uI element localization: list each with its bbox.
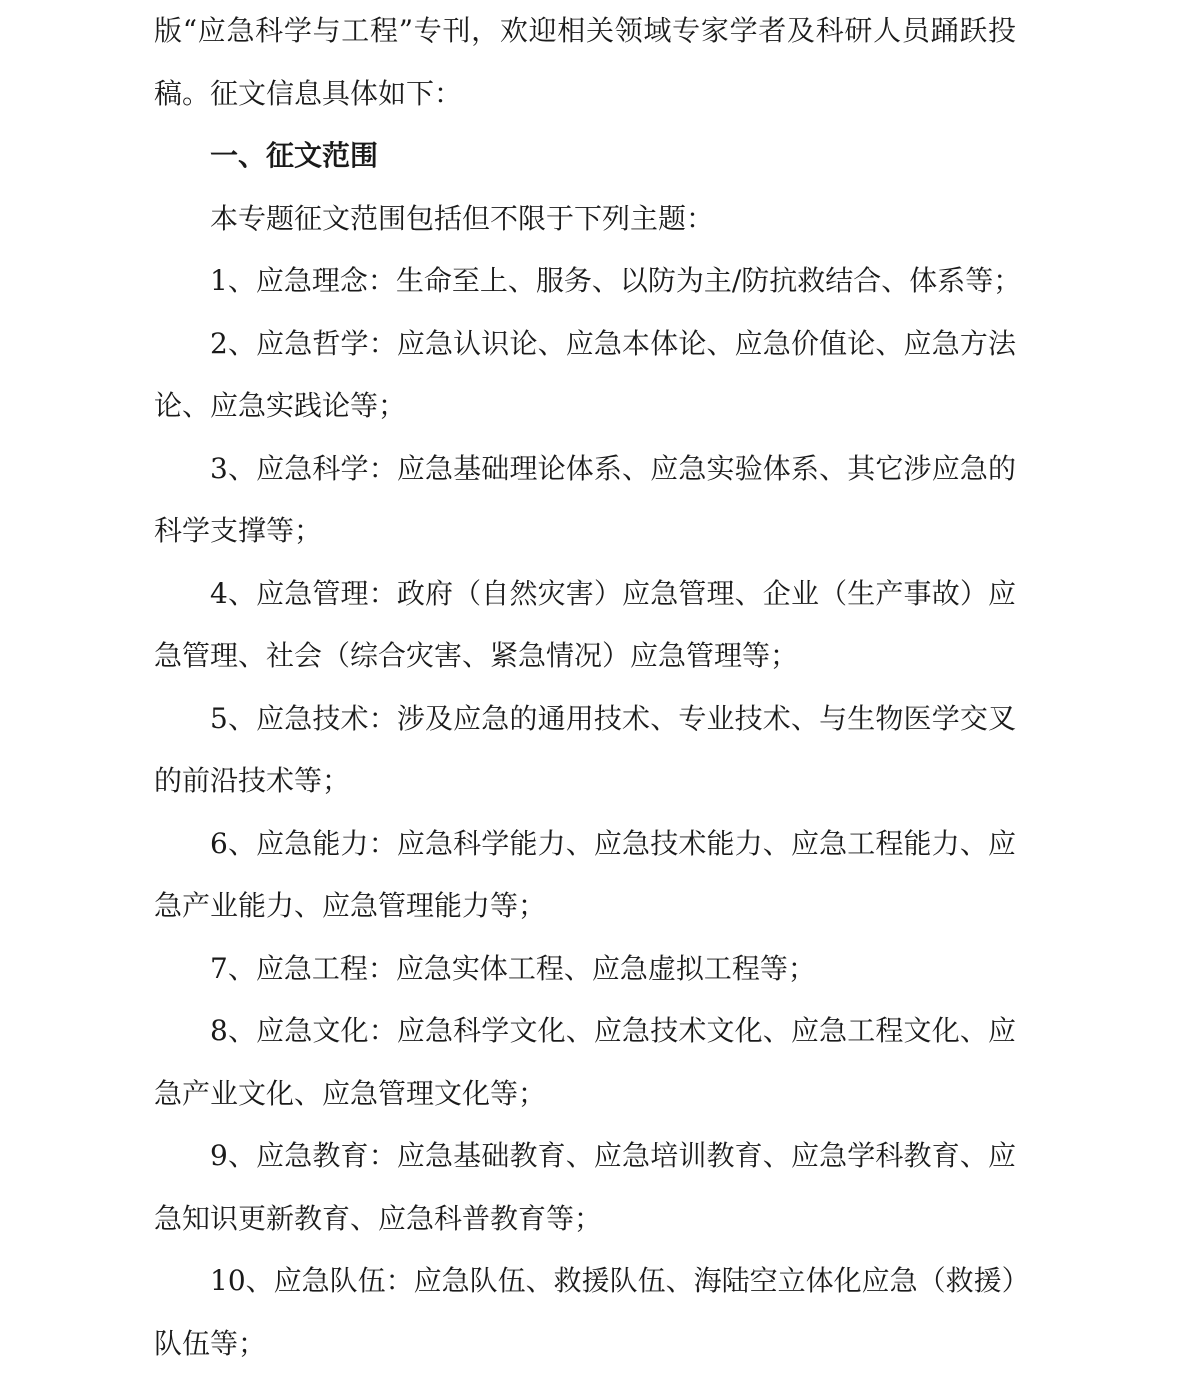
list-item-8-cont: 急产业文化、应急管理文化等；	[154, 1063, 1016, 1126]
list-item-5: 5、应急技术：涉及应急的通用技术、专业技术、与生物医学交叉	[154, 688, 1016, 751]
list-item-1: 1、应急理念：生命至上、服务、以防为主/防抗救结合、体系等；	[154, 250, 1016, 313]
list-item-10-cont: 队伍等；	[154, 1313, 1016, 1375]
section-heading: 一、征文范围	[154, 125, 1016, 188]
intro-line-2: 稿。征文信息具体如下：	[154, 63, 1016, 126]
list-item-2-cont: 论、应急实践论等；	[154, 375, 1016, 438]
list-item-7: 7、应急工程：应急实体工程、应急虚拟工程等；	[154, 938, 1016, 1001]
list-item-4: 4、应急管理：政府（自然灾害）应急管理、企业（生产事故）应	[154, 563, 1016, 626]
list-item-3: 3、应急科学：应急基础理论体系、应急实验体系、其它涉应急的	[154, 438, 1016, 501]
list-item-9: 9、应急教育：应急基础教育、应急培训教育、应急学科教育、应	[154, 1125, 1016, 1188]
list-item-3-cont: 科学支撑等；	[154, 500, 1016, 563]
list-item-5-cont: 的前沿技术等；	[154, 750, 1016, 813]
list-item-2: 2、应急哲学：应急认识论、应急本体论、应急价值论、应急方法	[154, 313, 1016, 376]
list-item-6: 6、应急能力：应急科学能力、应急技术能力、应急工程能力、应	[154, 813, 1016, 876]
document-page	[154, 0, 1016, 1375]
intro-line-1: 版“应急科学与工程”专刊，欢迎相关领域专家学者及科研人员踊跃投	[154, 0, 1016, 63]
list-item-8: 8、应急文化：应急科学文化、应急技术文化、应急工程文化、应	[154, 1000, 1016, 1063]
list-item-6-cont: 急产业能力、应急管理能力等；	[154, 875, 1016, 938]
list-item-4-cont: 急管理、社会（综合灾害、紧急情况）应急管理等；	[154, 625, 1016, 688]
list-item-10: 10、应急队伍：应急队伍、救援队伍、海陆空立体化应急（救援）	[154, 1250, 1016, 1313]
section-lead: 本专题征文范围包括但不限于下列主题：	[154, 188, 1016, 251]
list-item-9-cont: 急知识更新教育、应急科普教育等；	[154, 1188, 1016, 1251]
